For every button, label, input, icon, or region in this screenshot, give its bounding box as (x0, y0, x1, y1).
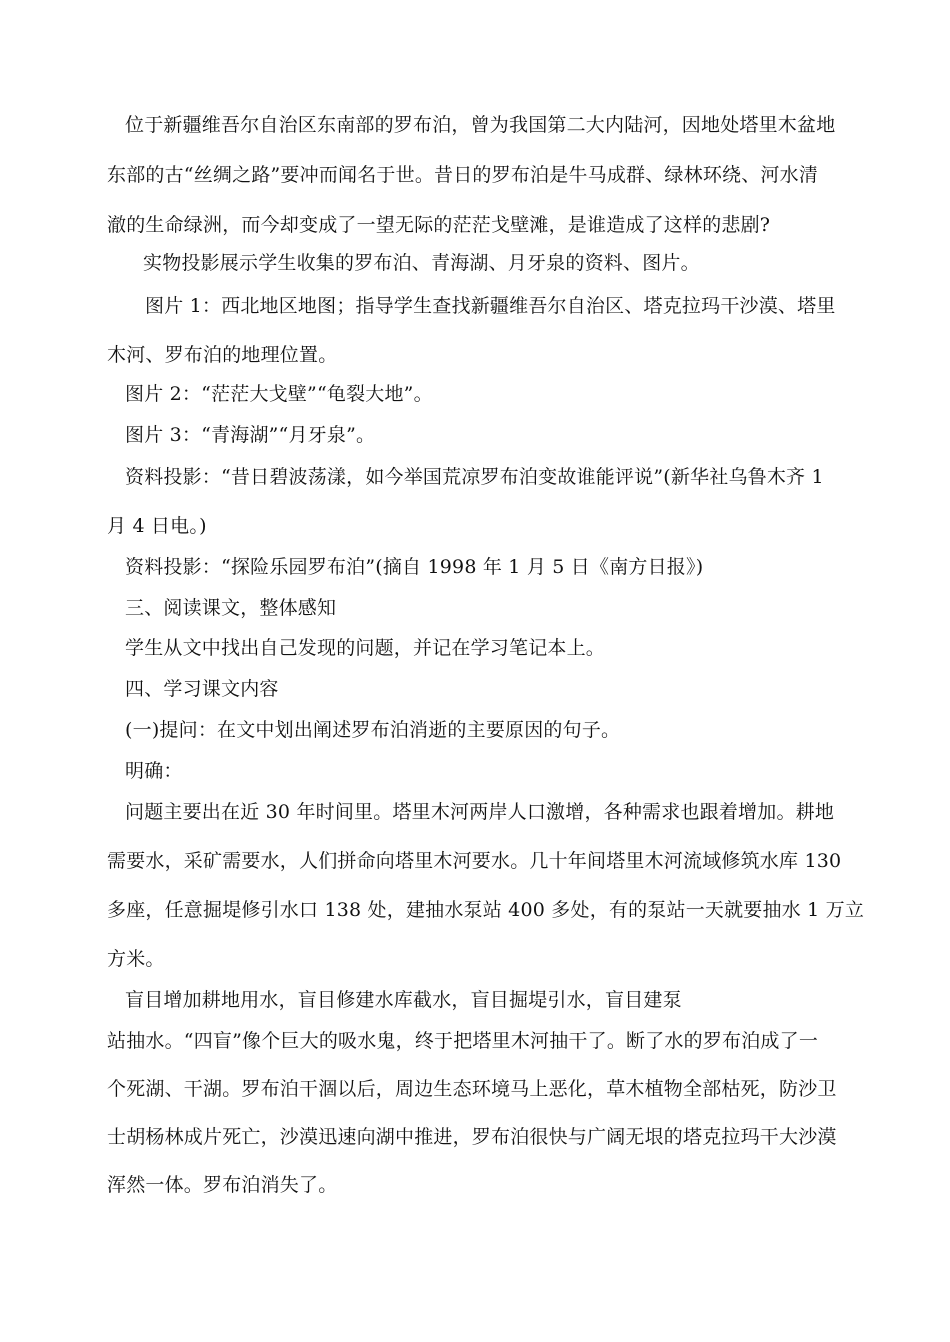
paragraph-line: 多座，任意掘堤修引水口 138 处，建抽水泵站 400 多处，有的泵站一天就要抽水 1 万立 (107, 899, 865, 921)
paragraph-line: 浑然一体。罗布泊消失了。 (107, 1174, 338, 1196)
paragraph-line: 图片 2：“茫茫大戈壁”“龟裂大地”。 (125, 383, 433, 405)
paragraph-line: 木河、罗布泊的地理位置。 (107, 344, 338, 366)
paragraph-line: 学生从文中找出自己发现的问题，并记在学习笔记本上。 (125, 637, 606, 659)
paragraph-line: 东部的古“丝绸之路”要冲而闻名于世。昔日的罗布泊是牛马成群、绿林环绕、河水清 (107, 164, 819, 186)
paragraph-line: 澈的生命绿洲，而今却变成了一望无际的茫茫戈壁滩，是谁造成了这样的悲剧? (107, 214, 771, 236)
paragraph-line: 需要水，采矿需要水，人们拼命向塔里木河要水。几十年间塔里木河流域修筑水库 130 (107, 850, 842, 872)
paragraph-line: 方米。 (107, 948, 165, 970)
paragraph-line: 盲目增加耕地用水，盲目修建水库截水，盲目掘堤引水，盲目建泵 (125, 989, 682, 1011)
paragraph-line: 问题主要出在近 30 年时间里。塔里木河两岸人口激增，各种需求也跟着增加。耕地 (125, 801, 835, 823)
paragraph-line: 明确： (125, 760, 183, 782)
paragraph-line: 资料投影：“探险乐园罗布泊”(摘自 1998 年 1 月 5 日《南方日报》) (125, 556, 704, 578)
paragraph-line: 实物投影展示学生收集的罗布泊、青海湖、月牙泉的资料、图片。 (143, 252, 700, 274)
section-heading: 四、学习课文内容 (125, 678, 279, 700)
paragraph-line: 月 4 日电。) (107, 515, 207, 537)
paragraph-line: 位于新疆维吾尔自治区东南部的罗布泊，曾为我国第二大内陆河，因地处塔里木盆地 (125, 114, 836, 136)
paragraph-line: (一)提问：在文中划出阐述罗布泊消逝的主要原因的句子。 (125, 719, 621, 741)
paragraph-line: 图片 1：西北地区地图；指导学生查找新疆维吾尔自治区、塔克拉玛干沙漠、塔里 (145, 295, 836, 317)
paragraph-line: 站抽水。“四盲”像个巨大的吸水鬼，终于把塔里木河抽干了。断了水的罗布泊成了一 (107, 1030, 819, 1052)
paragraph-line: 资料投影：“昔日碧波荡漾，如今举国荒凉罗布泊变故谁能评说”(新华社乌鲁木齐 1 (125, 466, 824, 488)
paragraph-line: 个死湖、干湖。罗布泊干涸以后，周边生态环境马上恶化，草木植物全部枯死，防沙卫 (107, 1078, 837, 1100)
paragraph-line: 图片 3：“青海湖”“月牙泉”。 (125, 424, 376, 446)
section-heading: 三、阅读课文，整体感知 (125, 597, 337, 619)
paragraph-line: 士胡杨林成片死亡，沙漠迅速向湖中推进，罗布泊很快与广阔无垠的塔克拉玛干大沙漠 (107, 1126, 837, 1148)
